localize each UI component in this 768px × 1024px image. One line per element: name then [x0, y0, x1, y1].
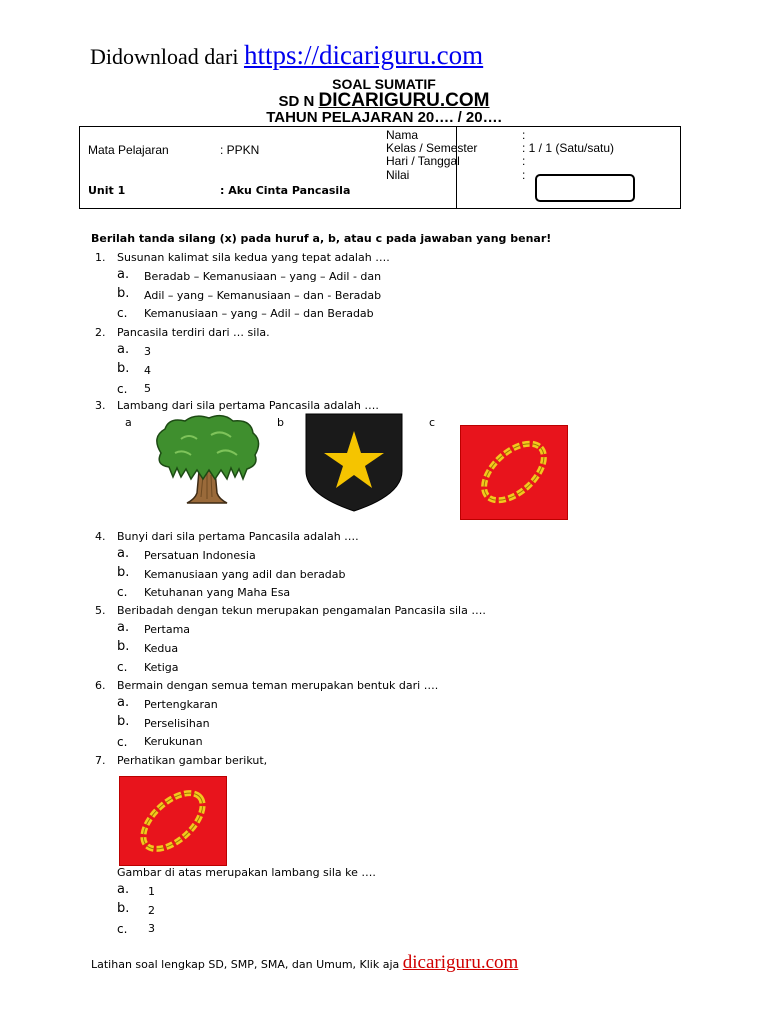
q7-chain-symbol-icon: [119, 776, 227, 866]
banyan-tree-icon: [151, 413, 263, 508]
footer-link[interactable]: dicariguru.com: [402, 952, 519, 973]
q6-option-a-text: Pertengkaran: [144, 698, 218, 711]
q6-option-c-letter[interactable]: c.: [117, 735, 128, 749]
q5-option-a-text: Pertama: [144, 623, 191, 636]
instruction: Berilah tanda silang (x) pada huruf a, b, atau c pada jawaban yang benar!: [91, 232, 552, 245]
name-value[interactable]: :: [522, 128, 526, 142]
q4-option-a-letter[interactable]: a.: [117, 546, 130, 561]
chain-symbol-icon: [460, 425, 568, 520]
q5-option-b-text: Kedua: [144, 642, 179, 655]
question-6-number: 6.: [95, 679, 106, 692]
q7-option-c-letter[interactable]: c.: [117, 922, 128, 936]
q2-option-a-letter[interactable]: a.: [117, 342, 130, 357]
footer-text: Latihan soal lengkap SD, SMP, SMA, dan Umum, Klik aja: [91, 958, 403, 971]
q3-option-a-letter[interactable]: a: [125, 416, 132, 429]
download-link[interactable]: https://dicariguru.com: [243, 40, 484, 70]
q1-option-b-letter[interactable]: b.: [117, 286, 130, 301]
question-5-text: Beribadah dengan tekun merupakan pengamalan Pancasila sila ….: [117, 604, 486, 617]
date-value[interactable]: :: [522, 154, 526, 168]
question-7-followup: Gambar di atas merupakan lambang sila ke ….: [117, 866, 376, 879]
q5-option-a-letter[interactable]: a.: [117, 620, 130, 635]
q2-option-a-text: 3: [144, 345, 151, 358]
question-7-number: 7.: [95, 754, 106, 767]
class-value: : 1 / 1 (Satu/satu): [522, 141, 615, 155]
question-5-number: 5.: [95, 604, 106, 617]
q1-option-c-letter[interactable]: c.: [117, 306, 128, 320]
footer: [91, 952, 518, 974]
score-value: :: [522, 168, 526, 182]
question-3-text: Lambang dari sila pertama Pancasila adalah ….: [117, 399, 379, 412]
q7-option-a-letter[interactable]: a.: [117, 882, 130, 897]
unit-value: : Aku Cinta Pancasila: [220, 184, 351, 197]
download-source-line: [90, 40, 483, 71]
exam-title: SOAL SUMATIF: [332, 76, 436, 92]
q1-option-b-text: Adil – yang – Kemanusiaan – dan - Beradab: [144, 289, 382, 302]
question-2-number: 2.: [95, 326, 106, 339]
question-7-text: Perhatikan gambar berikut,: [117, 754, 268, 767]
q7-option-c-text: 3: [148, 922, 155, 935]
date-label: Hari / Tanggal: [386, 154, 460, 168]
question-1-number: 1.: [95, 251, 106, 264]
subject-value: : PPKN: [220, 143, 260, 157]
q6-option-b-letter[interactable]: b.: [117, 714, 130, 729]
q2-option-b-letter[interactable]: b.: [117, 361, 130, 376]
question-4-number: 4.: [95, 530, 106, 543]
school-name-link[interactable]: DICARIGURU.COM: [318, 90, 490, 111]
star-shield-icon: [305, 413, 403, 512]
academic-year: TAHUN PELAJARAN 20…. / 20….: [266, 109, 502, 126]
q5-option-c-text: Ketiga: [144, 661, 179, 674]
q6-option-a-letter[interactable]: a.: [117, 695, 130, 710]
q3-option-b-letter[interactable]: b: [277, 416, 284, 429]
q2-option-c-text: 5: [144, 382, 151, 395]
q4-option-a-text: Persatuan Indonesia: [144, 549, 256, 562]
q6-option-c-text: Kerukunan: [144, 735, 203, 748]
question-3-number: 3.: [95, 399, 106, 412]
subject-label: Mata Pelajaran: [88, 143, 169, 157]
q7-option-b-text: 2: [148, 904, 155, 917]
score-box[interactable]: [535, 174, 635, 202]
unit-label: Unit 1: [88, 184, 126, 197]
q1-option-a-text: Beradab – Kemanusiaan – yang – Adil - dan: [144, 270, 382, 283]
download-prefix: Didownload dari: [90, 44, 244, 69]
q5-option-c-letter[interactable]: c.: [117, 660, 128, 674]
question-4-text: Bunyi dari sila pertama Pancasila adalah ….: [117, 530, 359, 543]
question-6-text: Bermain dengan semua teman merupakan bentuk dari ….: [117, 679, 439, 692]
q1-option-c-text: Kemanusiaan – yang – Adil – dan Beradab: [144, 307, 374, 320]
q2-option-c-letter[interactable]: c.: [117, 382, 128, 396]
q7-option-a-text: 1: [148, 885, 155, 898]
q6-option-b-text: Perselisihan: [144, 717, 210, 730]
q4-option-b-letter[interactable]: b.: [117, 565, 130, 580]
q2-option-b-text: 4: [144, 364, 151, 377]
class-label: Kelas / Semester: [386, 141, 478, 155]
school-prefix: SD N: [278, 93, 319, 110]
question-2-text: Pancasila terdiri dari … sila.: [117, 326, 270, 339]
q4-option-c-letter[interactable]: c.: [117, 585, 128, 599]
score-label: Nilai: [386, 168, 410, 182]
q5-option-b-letter[interactable]: b.: [117, 639, 130, 654]
question-1-text: Susunan kalimat sila kedua yang tepat adalah ….: [117, 251, 390, 264]
name-label: Nama: [386, 128, 419, 142]
q3-option-c-letter[interactable]: c: [429, 416, 436, 429]
q4-option-c-text: Ketuhanan yang Maha Esa: [144, 586, 291, 599]
q1-option-a-letter[interactable]: a.: [117, 267, 130, 282]
student-info-table: [79, 126, 681, 209]
q7-option-b-letter[interactable]: b.: [117, 901, 130, 916]
q4-option-b-text: Kemanusiaan yang adil dan beradab: [144, 568, 346, 581]
